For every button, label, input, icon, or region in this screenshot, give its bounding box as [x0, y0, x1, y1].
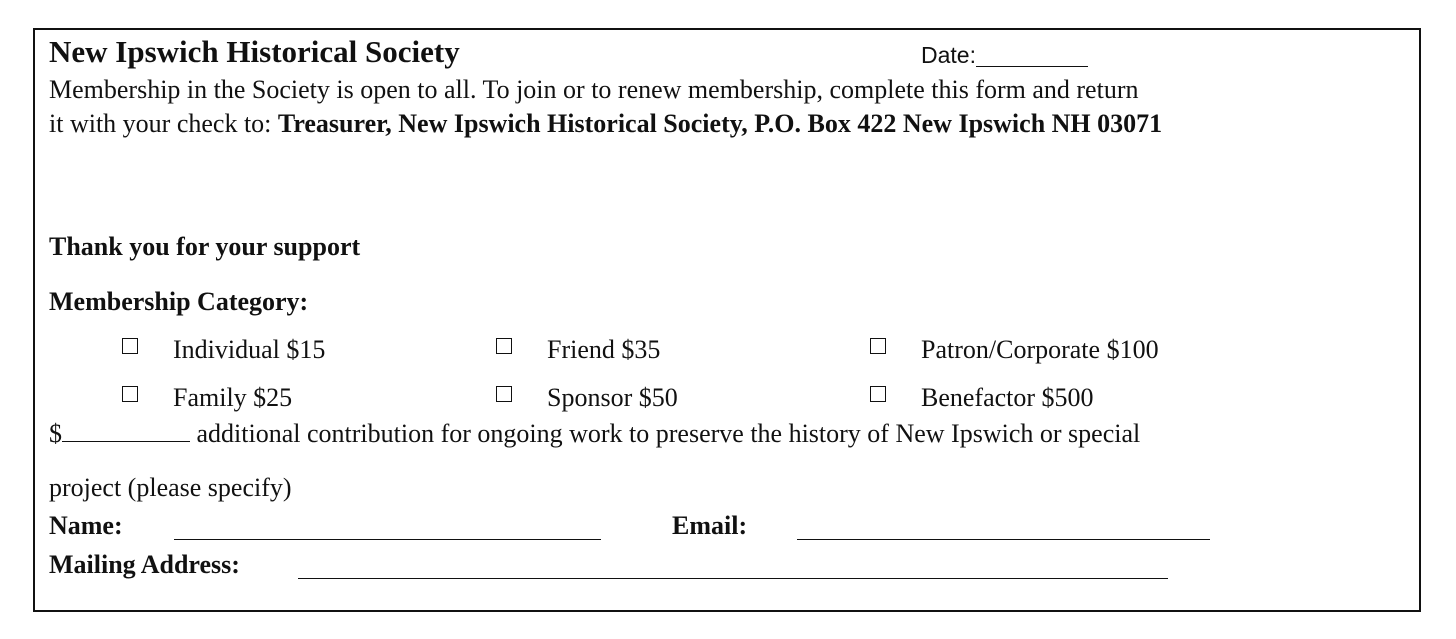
- date-blank-line[interactable]: [976, 44, 1088, 67]
- checkbox-patron-corporate[interactable]: [870, 338, 886, 354]
- checkbox-individual[interactable]: [122, 338, 138, 354]
- contribution-text: additional contribution for ongoing work to preserve the history of New Ipswich or special: [190, 419, 1141, 448]
- mailing-address-label: Mailing Address:: [49, 550, 240, 579]
- option-family-label: Family $25: [173, 383, 293, 412]
- thank-you-text: Thank you for your support: [49, 232, 361, 261]
- option-individual-label: Individual $15: [173, 335, 326, 364]
- checkbox-sponsor[interactable]: [496, 386, 512, 402]
- contribution-line: [49, 419, 1140, 447]
- date-field: [921, 44, 1088, 67]
- intro-prefix: it with your check to:: [49, 109, 278, 138]
- dollar-sign: $: [49, 419, 62, 448]
- option-friend-label: Friend $35: [547, 335, 661, 364]
- intro-text-line2: [49, 111, 1162, 137]
- intro-text-line1: Membership in the Society is open to all. To join or to renew membership, complete this form and return: [49, 75, 1139, 104]
- email-label: Email:: [672, 511, 748, 540]
- option-sponsor-label: Sponsor $50: [547, 383, 678, 412]
- date-label: Date:: [921, 42, 976, 68]
- checkbox-family[interactable]: [122, 386, 138, 402]
- name-field-line[interactable]: [174, 539, 601, 540]
- project-text: project (please specify): [49, 473, 292, 502]
- form-title: New Ipswich Historical Society: [49, 34, 460, 69]
- option-patron-corporate-label: Patron/Corporate $100: [921, 335, 1159, 364]
- checkbox-benefactor[interactable]: [870, 386, 886, 402]
- membership-category-label: Membership Category:: [49, 287, 309, 316]
- option-benefactor-label: Benefactor $500: [921, 383, 1094, 412]
- checkbox-friend[interactable]: [496, 338, 512, 354]
- mailing-address-field-line[interactable]: [298, 578, 1168, 579]
- contribution-amount-blank[interactable]: [62, 419, 190, 442]
- name-label: Name:: [49, 511, 123, 540]
- email-field-line[interactable]: [797, 539, 1210, 540]
- treasurer-address: Treasurer, New Ipswich Historical Society, P.O. Box 422 New Ipswich NH 03071: [277, 109, 1163, 138]
